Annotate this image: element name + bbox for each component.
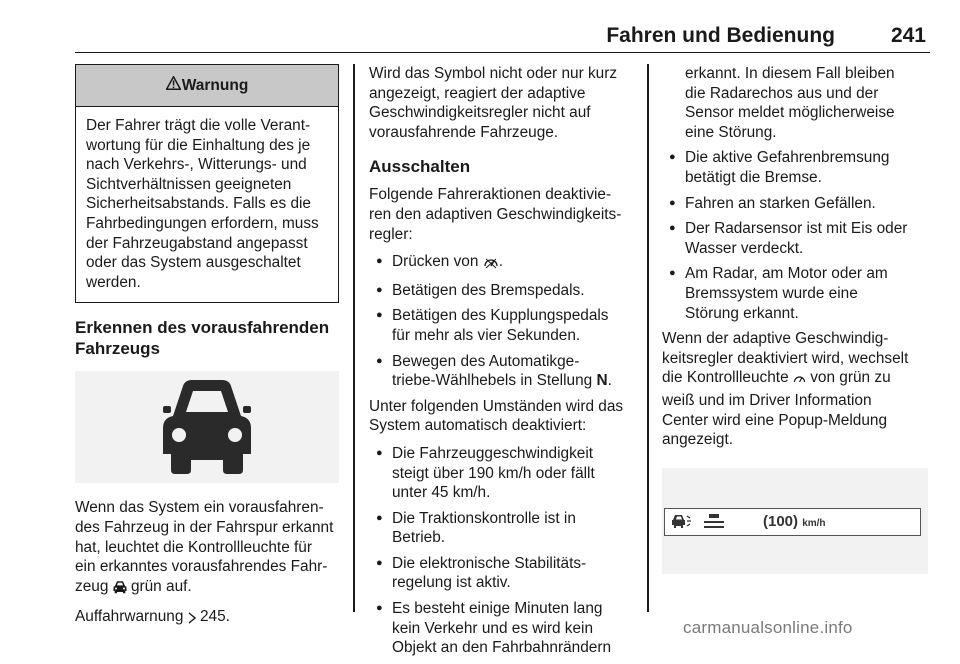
text-line: Bremssystem wurde eine xyxy=(685,284,858,302)
text-line: wortung für die Einhaltung des je xyxy=(86,136,311,154)
warning-header xyxy=(76,65,338,107)
text-fragment: triebe-Wählhebels in Stellung xyxy=(392,372,593,390)
warning-text xyxy=(76,107,338,302)
gear-position: N xyxy=(596,372,608,390)
text-line: keitsregler deaktiviert wird, wechselt xyxy=(662,349,909,367)
text-line: Bewegen des Automatikge- xyxy=(392,352,580,370)
text-line: Die Fahrzeuggeschwindigkeit xyxy=(392,444,594,462)
column-right xyxy=(662,64,928,574)
vehicle-ahead-figure xyxy=(75,371,339,483)
text-line: Störung erkannt. xyxy=(685,304,799,322)
text-line: Es besteht einige Minuten lang xyxy=(392,600,603,618)
text-line: ein erkanntes vorausfahrendes Fahr- xyxy=(75,558,328,576)
text-line: regler: xyxy=(369,225,413,243)
text-line: Objekt an den Fahrbahnrändern xyxy=(392,639,612,657)
text-line: oder das System ausgeschaltet xyxy=(86,254,301,272)
chapter-title: Fahren und Bedienung xyxy=(606,24,835,47)
page-number: 241 xyxy=(890,24,926,47)
text-line: Die aktive Gefahrenbremsung xyxy=(685,149,890,167)
cruise-control-off-icon xyxy=(483,255,499,275)
paragraph-detection xyxy=(75,498,339,599)
list-item xyxy=(369,509,635,548)
text-line: Der Radarsensor ist mit Eis oder xyxy=(685,220,908,238)
text-line: Betätigen des Kupplungspedals xyxy=(392,307,609,325)
text-line: Sensor meldet möglicherweise xyxy=(685,104,895,122)
text-line: regelung ist aktiv. xyxy=(392,574,511,592)
list-item xyxy=(369,252,635,275)
heading-line: Fahrzeugs xyxy=(75,339,161,359)
cross-reference-collision-warning[interactable] xyxy=(75,607,339,630)
list-item: ● Betätigen des Bremspedals. xyxy=(369,281,635,301)
text-line: Wasser verdeckt. xyxy=(685,239,804,257)
text-fragment: Auffahrwarnung xyxy=(75,608,184,626)
text-line: eine Störung. xyxy=(685,123,777,141)
list-item xyxy=(369,352,635,391)
text-line: betätigt die Bremse. xyxy=(685,168,822,186)
cruise-control-icon xyxy=(793,371,806,391)
list-item xyxy=(662,264,928,323)
text-line: angezeigt, reagiert der adaptive xyxy=(369,84,586,102)
text-fragment: . xyxy=(498,253,503,271)
page-reference: 245. xyxy=(199,608,230,626)
list-item: ● Fahren an starken Gefällen. xyxy=(662,194,928,214)
text-line: Geschwindigkeitsregler nicht auf xyxy=(369,104,591,122)
driver-info-center-figure xyxy=(662,468,928,574)
list-item xyxy=(369,554,635,593)
dic-display-bar xyxy=(664,508,921,536)
text-line: steigt über 190 km/h oder fällt xyxy=(392,464,595,482)
text-line: Betrieb. xyxy=(392,529,446,547)
lane-distance-icon xyxy=(703,513,725,537)
radar-car-icon xyxy=(671,513,693,537)
text-line: kein Verkehr und es wird kein xyxy=(392,619,594,637)
paragraph-intro xyxy=(369,64,635,142)
list-item-continuation xyxy=(662,64,928,142)
text-line: vorausfahrende Fahrzeuge. xyxy=(369,123,559,141)
text-line: Sicherheitsabstands. Falls es die xyxy=(86,195,311,213)
page-header xyxy=(75,22,930,53)
text-line: hat, leuchtet die Kontrollleuchte für xyxy=(75,538,312,556)
list-item xyxy=(369,444,635,503)
column-left xyxy=(75,64,339,638)
column-divider xyxy=(353,64,355,612)
text-line: erkannt. In diesem Fall bleiben xyxy=(685,65,895,82)
warning-title: Warnung xyxy=(181,77,249,94)
text-line: der Fahrzeugabstand angepasst xyxy=(86,234,308,252)
vehicle-ahead-icon xyxy=(113,580,127,600)
text-line: des Fahrzeug in der Fahrspur erkannt xyxy=(75,518,334,536)
list-item xyxy=(662,148,928,187)
text-line: unter 45 km/h. xyxy=(392,484,491,502)
text-line: Am Radar, am Motor oder am xyxy=(685,265,888,283)
text-line: System automatisch deaktiviert: xyxy=(369,417,587,435)
paragraph-deactivation xyxy=(369,185,635,244)
column-middle xyxy=(369,64,635,664)
text-line: Folgende Fahreraktionen deaktivie- xyxy=(369,186,612,204)
list-item xyxy=(369,599,635,658)
heading-line: Erkennen des vorausfahrenden xyxy=(75,318,330,338)
watermark: carmanualsonline.info xyxy=(683,618,853,637)
warning-box xyxy=(75,64,339,303)
text-line: angezeigt. xyxy=(662,431,734,449)
text-line: Fahrbedingungen erfordern, muss xyxy=(86,214,319,232)
column-divider xyxy=(647,64,649,612)
set-speed xyxy=(763,512,826,534)
text-fragment: . xyxy=(607,372,612,390)
auto-deactivation-list-continued xyxy=(662,64,928,323)
text-line: Wird das Symbol nicht oder nur kurz xyxy=(369,65,618,82)
speed-unit: km/h xyxy=(802,517,826,529)
list-item xyxy=(662,219,928,258)
section-heading-switch-off: Ausschalten xyxy=(369,157,471,177)
car-front-icon xyxy=(159,378,255,476)
text-fragment: von grün zu xyxy=(810,369,891,387)
text-line: Wenn der adaptive Geschwindig- xyxy=(662,330,889,348)
text-fragment: zeug xyxy=(75,577,109,595)
paragraph-indicator-change xyxy=(662,329,928,450)
speed-value: (100) xyxy=(763,512,799,530)
paragraph-auto-deactivation xyxy=(369,397,635,436)
text-line: ren den adaptiven Geschwindigkeits- xyxy=(369,205,622,223)
section-heading-vehicle-detection xyxy=(75,317,339,359)
text-fragment: grün auf. xyxy=(130,577,192,595)
text-line: Wenn das System ein vorausfahren- xyxy=(75,499,324,517)
page-reference-arrow-icon xyxy=(188,610,196,630)
text-line: die Radarechos aus und der xyxy=(685,84,879,102)
text-line: Unter folgenden Umständen wird das xyxy=(369,397,624,415)
text-line: Center wird eine Popup-Meldung xyxy=(662,411,888,429)
text-line: nach Verkehrs-, Witterungs- und xyxy=(86,156,307,174)
text-line: für mehr als vier Sekunden. xyxy=(392,326,581,344)
warning-triangle-icon xyxy=(166,65,181,106)
deactivation-list xyxy=(369,252,635,391)
list-item xyxy=(369,306,635,345)
text-line: Die Traktionskontrolle ist in xyxy=(392,509,576,527)
text-line: werden. xyxy=(86,273,141,291)
auto-deactivation-list xyxy=(369,444,635,658)
text-line: Die elektronische Stabilitäts- xyxy=(392,554,587,572)
text-line: weiß und im Driver Information xyxy=(662,391,872,409)
text-line: Der Fahrer trägt die volle Verant- xyxy=(86,117,311,134)
text-fragment: Drücken von xyxy=(392,253,479,271)
text-line: Sichtverhältnissen geeigneten xyxy=(86,175,292,193)
text-fragment: die Kontrollleuchte xyxy=(662,369,789,387)
